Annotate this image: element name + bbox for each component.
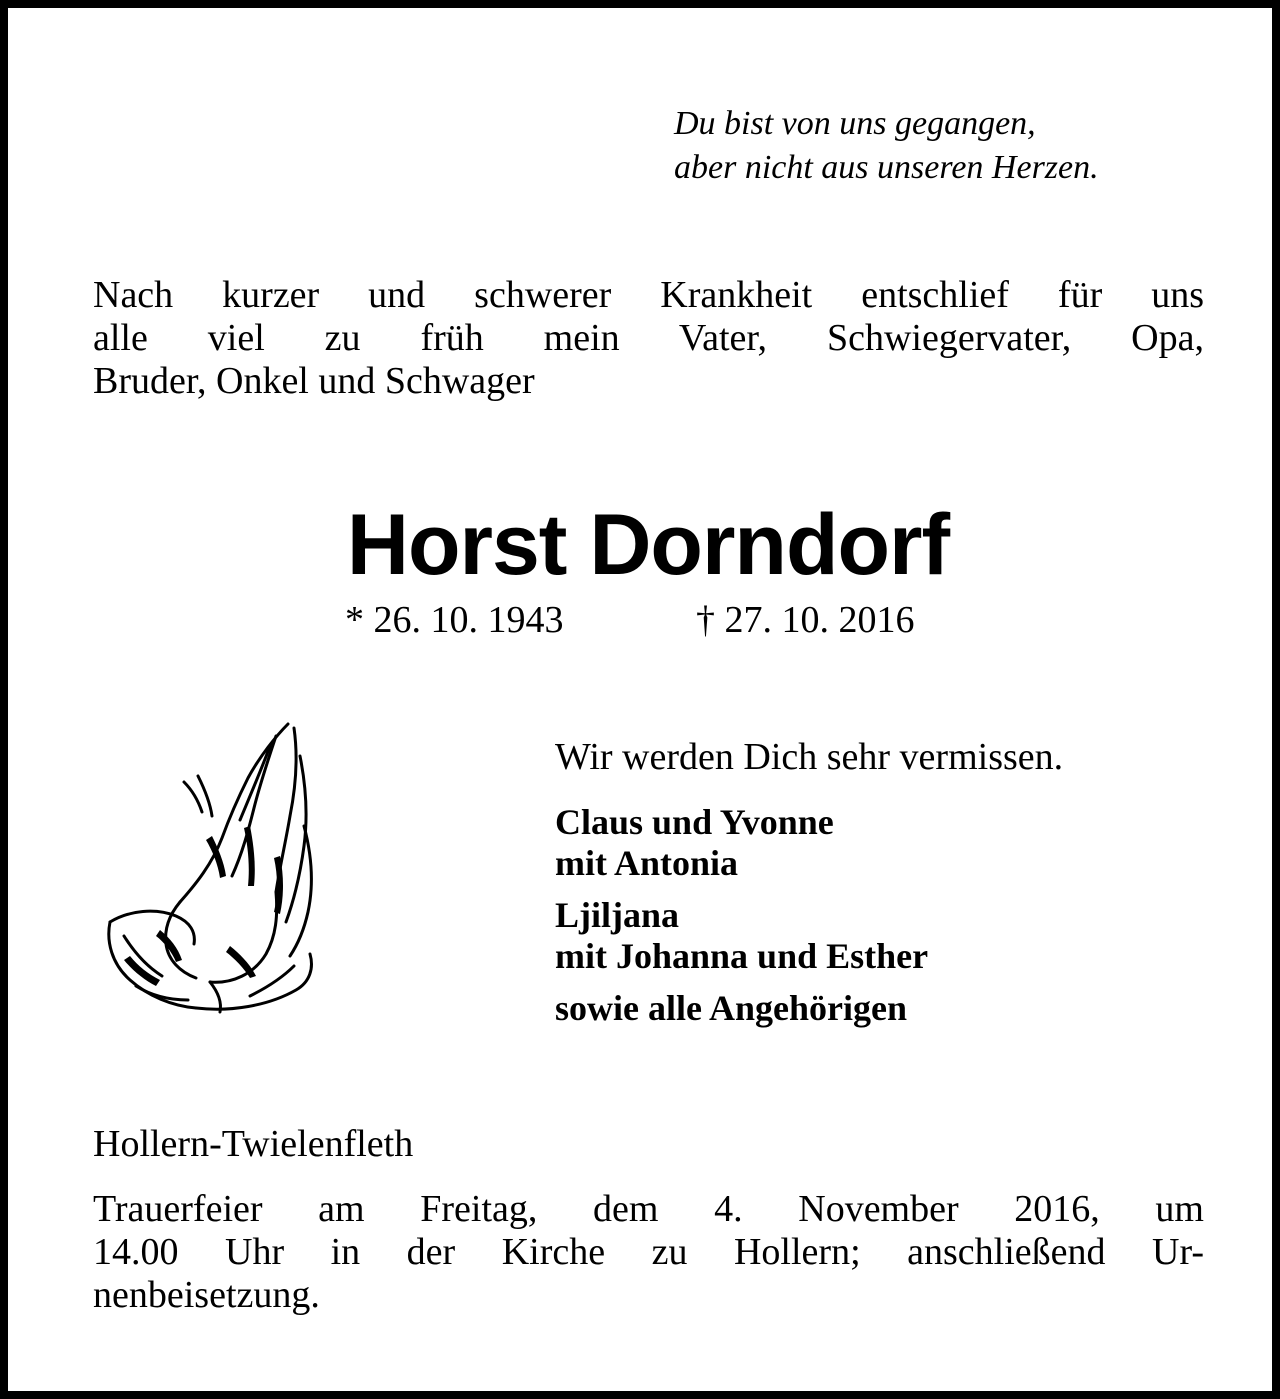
motto-quote — [674, 102, 1234, 190]
motto-line-1: Du bist von uns gegangen, — [674, 105, 1036, 142]
mourner-group-1 — [555, 802, 1235, 884]
praying-hands-icon — [100, 716, 318, 1022]
deceased-name: Horst Dorndorf — [346, 497, 950, 593]
motto-line-2: aber nicht aus unseren Herzen. — [674, 149, 1099, 186]
mourner-line: Ljiljana — [555, 895, 680, 935]
birth-date: * 26. 10. 1943 — [345, 599, 564, 641]
intro-text — [93, 274, 1204, 403]
mourner-line: sowie alle Angehörigen — [555, 988, 907, 1028]
ceremony-info — [93, 1188, 1204, 1317]
ceremony-line-1: Trauerfeier am Freitag, dem 4. November 2016, um — [93, 1188, 1204, 1230]
mourner-group-2 — [555, 895, 1235, 977]
mourner-group-3 — [555, 988, 1235, 1029]
farewell-message: Wir werden Dich sehr vermissen. — [555, 736, 1064, 778]
ceremony-line-3: nenbeisetzung. — [93, 1274, 320, 1316]
ceremony-line-2: 14.00 Uhr in der Kirche zu Hollern; anschließend Ur- — [93, 1231, 1204, 1273]
mourner-line: mit Johanna und Esther — [555, 936, 929, 976]
family-block — [555, 735, 1235, 1029]
mourner-line: Claus und Yvonne — [555, 802, 834, 842]
intro-line-1: Nach kurzer und schwerer Krankheit entschlief für uns — [93, 274, 1204, 316]
intro-line-2: alle viel zu früh mein Vater, Schwiegervater, Opa, — [93, 317, 1204, 359]
mourner-line: mit Antonia — [555, 843, 739, 883]
death-date: † 27. 10. 2016 — [696, 599, 915, 641]
intro-line-3: Bruder, Onkel und Schwager — [93, 360, 535, 402]
place-name: Hollern-Twielenfleth — [93, 1123, 414, 1165]
